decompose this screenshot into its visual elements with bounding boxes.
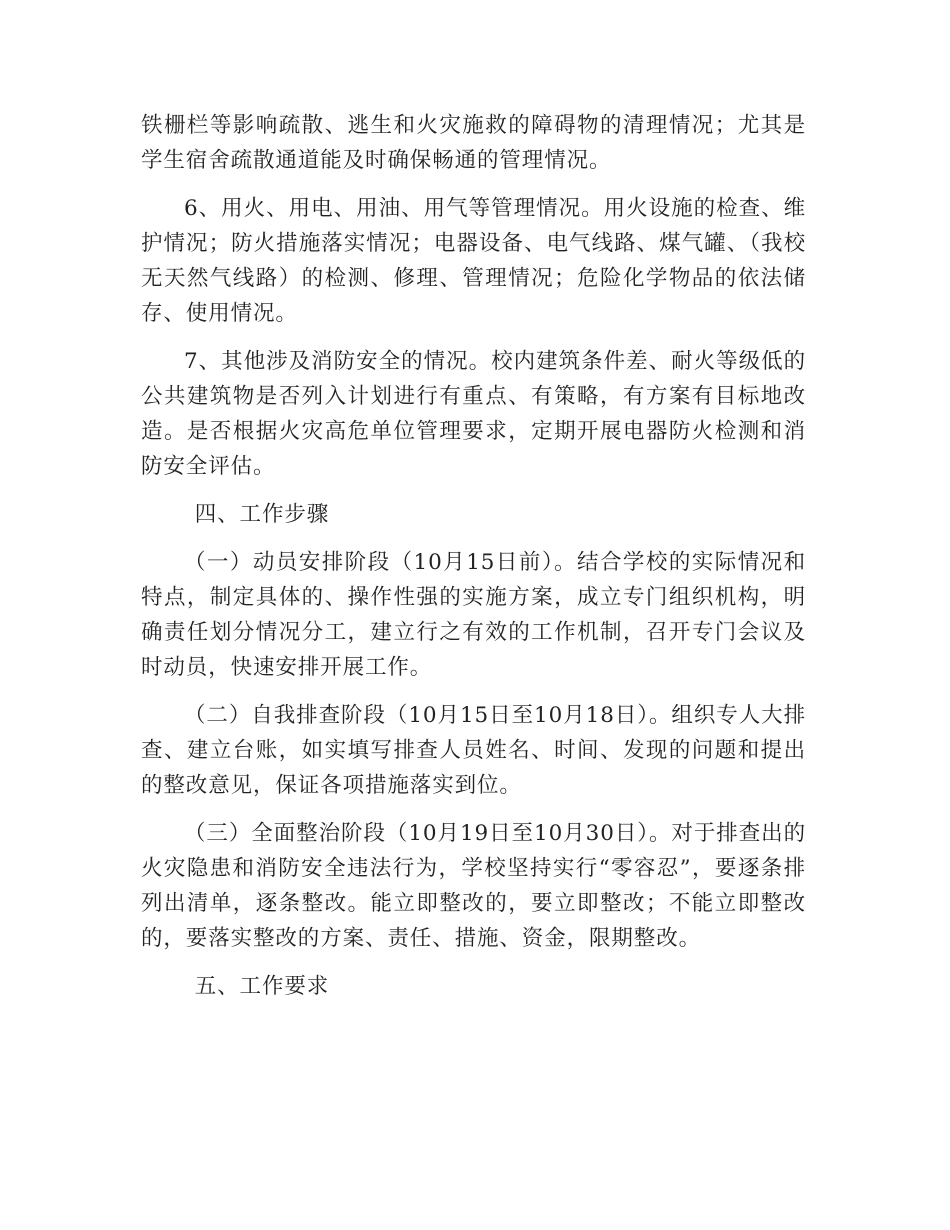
paragraph-step-1-mobilization: （一）动员安排阶段（10月15日前）。结合学校的实际情况和特点，制定具体的、操作性强的实施方案，成立专门组织机构，明确责任划分情况分工，建立行之有效的工作机制，召开专门会议及时动员，快速安排开展工作。 — [141, 550, 806, 680]
paragraph-item-6-fire-electricity: 6、用火、用电、用油、用气等管理情况。用火设施的检查、维护情况；防火措施落实情况；电器设备、电气线路、煤气罐、（我校无天然气线路）的检测、修理、管理情况；危险化学物品的依法储存、使用情况。 — [141, 196, 806, 326]
paragraph-evacuation-continuation: 铁栅栏等影响疏散、逃生和火灾施救的障碍物的清理情况；尤其是学生宿舍疏散通道能及时确保畅通的管理情况。 — [141, 113, 806, 173]
section-heading-work-requirements: 五、工作要求 — [194, 974, 330, 999]
document-body — [141, 108, 806, 1017]
section-heading-work-steps: 四、工作步骤 — [194, 502, 330, 527]
paragraph-item-7-other-safety: 7、其他涉及消防安全的情况。校内建筑条件差、耐火等级低的公共建筑物是否列入计划进行有重点、有策略，有方案有目标地改造。是否根据火灾高危单位管理要求，定期开展电器防火检测和消防安全评估。 — [141, 349, 806, 479]
paragraph-step-2-self-inspection: （二）自我排查阶段（10月15日至10月18日）。组织专人大排查、建立台账，如实填写排查人员姓名、时间、发现的问题和提出的整改意见，保证各项措施落实到位。 — [141, 703, 806, 798]
paragraph-step-3-rectification: （三）全面整治阶段（10月19日至10月30日）。对于排查出的火灾隐患和消防安全违法行为，学校坚持实行“零容忍”，要逐条排列出清单，逐条整改。能立即整改的，要立即整改；不能立即整改的，要落实整改的方案、责任、措施、资金，限期整改。 — [141, 821, 806, 951]
